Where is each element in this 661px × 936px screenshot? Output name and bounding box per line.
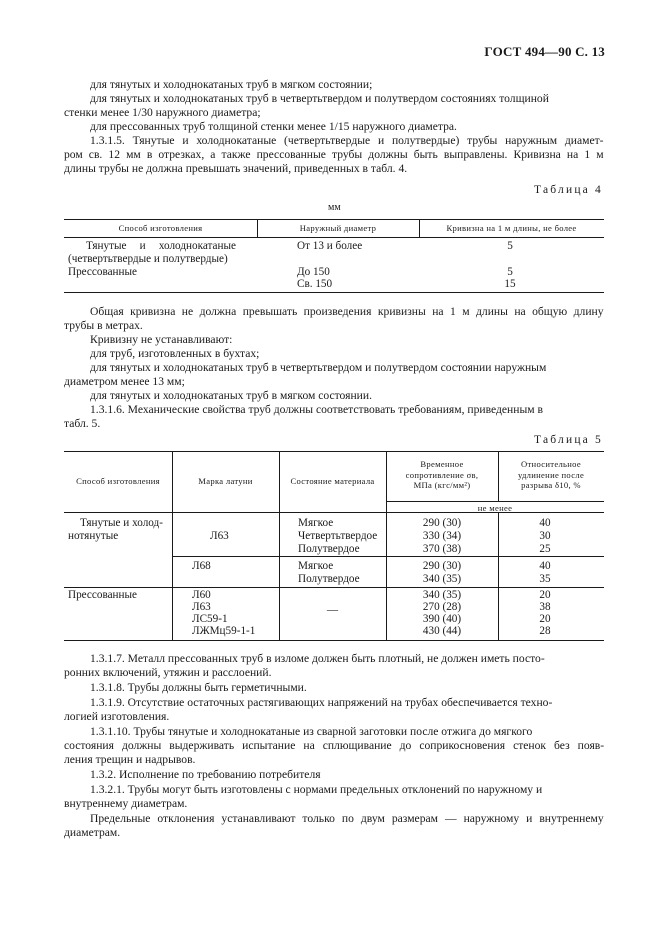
table5-cell-state: Мягкое (298, 517, 334, 529)
text-line: 1.3.1.9. Отсутствие остаточных растягивающих напряжений на трубах обеспечивается техно- (90, 696, 553, 709)
table4-cell-method: Тянутые и холоднокатаные (86, 240, 236, 252)
table5-cell-method: Тянутые и холод- (80, 517, 163, 529)
table4-cell-diameter: От 13 и более (297, 240, 363, 252)
text-line: Предельные отклонения устанавливают только по двум размерам — наружному и внутреннему (90, 812, 604, 825)
table5-cell-grade: Л63 (192, 601, 211, 613)
table5-header-grade: Марка латуни (198, 476, 253, 486)
table5-cell-state: Мягкое (298, 560, 334, 572)
table4-cell-method: Прессованные (68, 266, 137, 278)
text-line: стенки менее 1/30 наружного диаметра; (64, 106, 261, 119)
table5-cell-state: Четвертьтвердое (298, 530, 378, 542)
table5-cell-elongation: 20 (539, 613, 551, 625)
table5-cell-strength: 340 (35) (422, 589, 462, 601)
text-line: 1.3.2. Исполнение по требованию потребителя (90, 768, 321, 781)
table5-rule-bottom (64, 640, 604, 641)
table5-cell-state: Полутвердое (298, 573, 360, 585)
table5-cell-elongation: 20 (539, 589, 551, 601)
table5-cell-strength: 340 (35) (422, 573, 462, 585)
table5-header-state: Состояние материала (290, 476, 375, 486)
text-line: 1.3.1.10. Трубы тянутые и холоднокатаные из сварной заготовки после отжига до мягкого (90, 725, 533, 738)
text-line: 1.3.1.8. Трубы должны быть герметичными. (90, 681, 307, 694)
table5-cell-strength: 370 (38) (422, 543, 462, 555)
table5-rule-grade (172, 556, 604, 557)
table4-cell-diameter: До 150 (297, 266, 330, 278)
table5-header-strength-line: сопротивление σв, (405, 469, 479, 480)
text-line: Общая кривизна не должна превышать произведения кривизны на 1 м длины на общую длину (90, 305, 604, 318)
table5-cell-strength: 390 (40) (422, 613, 462, 625)
table5-rule-group (64, 587, 604, 588)
table5-cell-method: нотянутые (68, 530, 119, 542)
table5-cell-state: — (326, 604, 339, 616)
table4-header-curvature: Кривизна на 1 м длины, не более (446, 223, 577, 233)
text-line: 1.3.1.6. Механические свойства труб должны соответствовать требованиям, приведенным в (90, 403, 543, 416)
table4-cell-curvature: 5 (507, 266, 513, 278)
table5-header-strength (386, 459, 498, 491)
table5-header-elongation-line: удлинение после (517, 469, 585, 480)
table5-cell-elongation: 28 (539, 625, 551, 637)
table5-header-elongation (498, 459, 604, 491)
text-line: 1.3.2.1. Трубы могут быть изготовлены с нормами предельных отклонений по наружному и (90, 783, 543, 796)
text-line: трубы в метрах. (64, 319, 143, 332)
table5-cell-elongation: 30 (539, 530, 551, 542)
table5-cell-strength: 290 (30) (422, 560, 462, 572)
table5-header-strength-line: МПа (кгс/мм²) (413, 480, 471, 490)
table5-header-method: Способ изготовления (76, 476, 160, 486)
text-line: 1.3.1.5. Тянутые и холоднокатаные (четвертьтвердые и полутвердые) трубы наружным диамет- (90, 134, 604, 147)
table5-cell-strength: 290 (30) (422, 517, 462, 529)
table5-cell-elongation: 35 (539, 573, 551, 585)
table5-cell-strength: 270 (28) (422, 601, 462, 613)
text-line: ления трещин и надрывов. (64, 753, 196, 766)
table4-header-diameter: Наружный диаметр (299, 223, 377, 233)
text-line: для тянутых и холоднокатаных труб в мягком состоянии; (90, 78, 373, 91)
table4-rule-header (64, 237, 604, 238)
table5-cell-grade: ЛЖМц59-1-1 (192, 625, 256, 637)
text-line: ронних включений, утяжин и расслоений. (64, 666, 272, 679)
table4-rule-top (64, 219, 604, 220)
text-line: ром св. 12 мм в отрезках, а также прессованные трубы должны быть выправлены. Кривизна на 1 м (64, 148, 604, 161)
table5-cell-grade: Л60 (192, 589, 211, 601)
page-header: ГОСТ 494—90 С. 13 (484, 44, 605, 59)
text-line: для прессованных труб толщиной стенки менее 1/15 наружного диаметра. (90, 120, 457, 133)
text-line: для тянутых и холоднокатаных труб в четвертьтвердом и полутвердом состояниях толщиной (90, 92, 549, 105)
table4-cell-curvature: 5 (507, 240, 513, 252)
table5-divider (498, 512, 499, 640)
table4-caption: Таблица 4 (534, 184, 603, 196)
text-line: 1.3.1.7. Металл прессованных труб в изломе должен быть плотный, не должен иметь посто- (90, 652, 545, 665)
table4-unit: мм (328, 202, 341, 213)
table5-cell-elongation: 40 (539, 517, 551, 529)
table5-cell-strength: 330 (34) (422, 530, 462, 542)
table5-cell-method: Прессованные (68, 589, 137, 601)
text-line: длины трубы не должна превышать значений, приведенных в табл. 4. (64, 162, 408, 175)
table5-cell-elongation: 25 (539, 543, 551, 555)
table5-cell-grade: Л63 (210, 530, 229, 542)
table4-header-method: Способ изготовления (118, 223, 203, 233)
table5-cell-elongation: 38 (539, 601, 551, 613)
table5-rule-top (64, 451, 604, 452)
table5-cell-state: Полутвердое (298, 543, 360, 555)
table5-cell-elongation: 40 (539, 560, 551, 572)
text-line: для труб, изготовленных в бухтах; (90, 347, 260, 360)
table4-cell-curvature: 15 (504, 278, 516, 290)
text-line: для тянутых и холоднокатаных труб в мягком состоянии. (90, 389, 372, 402)
text-line: диаметрам. (64, 826, 121, 839)
text-line: состояния должны выдерживать испытание на сплющивание до соприкосновения стенок без появ- (64, 739, 605, 752)
text-line: для тянутых и холоднокатаных труб в четвертьтвердом и полутвердом состоянии наружным (90, 361, 547, 374)
table5-caption: Таблица 5 (534, 434, 603, 446)
table5-rule-sub (386, 501, 604, 502)
table4-cell-diameter: Св. 150 (297, 278, 333, 290)
table5-header-elongation-line: разрыва δ10, % (521, 480, 581, 490)
text-line: внутреннему диаметрам. (64, 797, 188, 810)
text-line: логией изготовления. (64, 710, 170, 723)
text-line: Кривизну не устанавливают: (90, 333, 233, 346)
text-line: табл. 5. (64, 417, 101, 430)
table5-cell-grade: Л68 (192, 560, 211, 572)
table5-header-strength-line: Временное (420, 459, 464, 469)
table5-header-notless: не менее (477, 503, 513, 513)
table4-cell-method: (четвертьтвердые и полутвердые) (68, 253, 228, 265)
table5-header-elongation-line: Относительное (521, 459, 581, 469)
table4-rule-bottom (64, 292, 604, 293)
table5-cell-strength: 430 (44) (422, 625, 462, 637)
table5-cell-grade: ЛС59-1 (192, 613, 228, 625)
text-line: диаметром менее 13 мм; (64, 375, 185, 388)
